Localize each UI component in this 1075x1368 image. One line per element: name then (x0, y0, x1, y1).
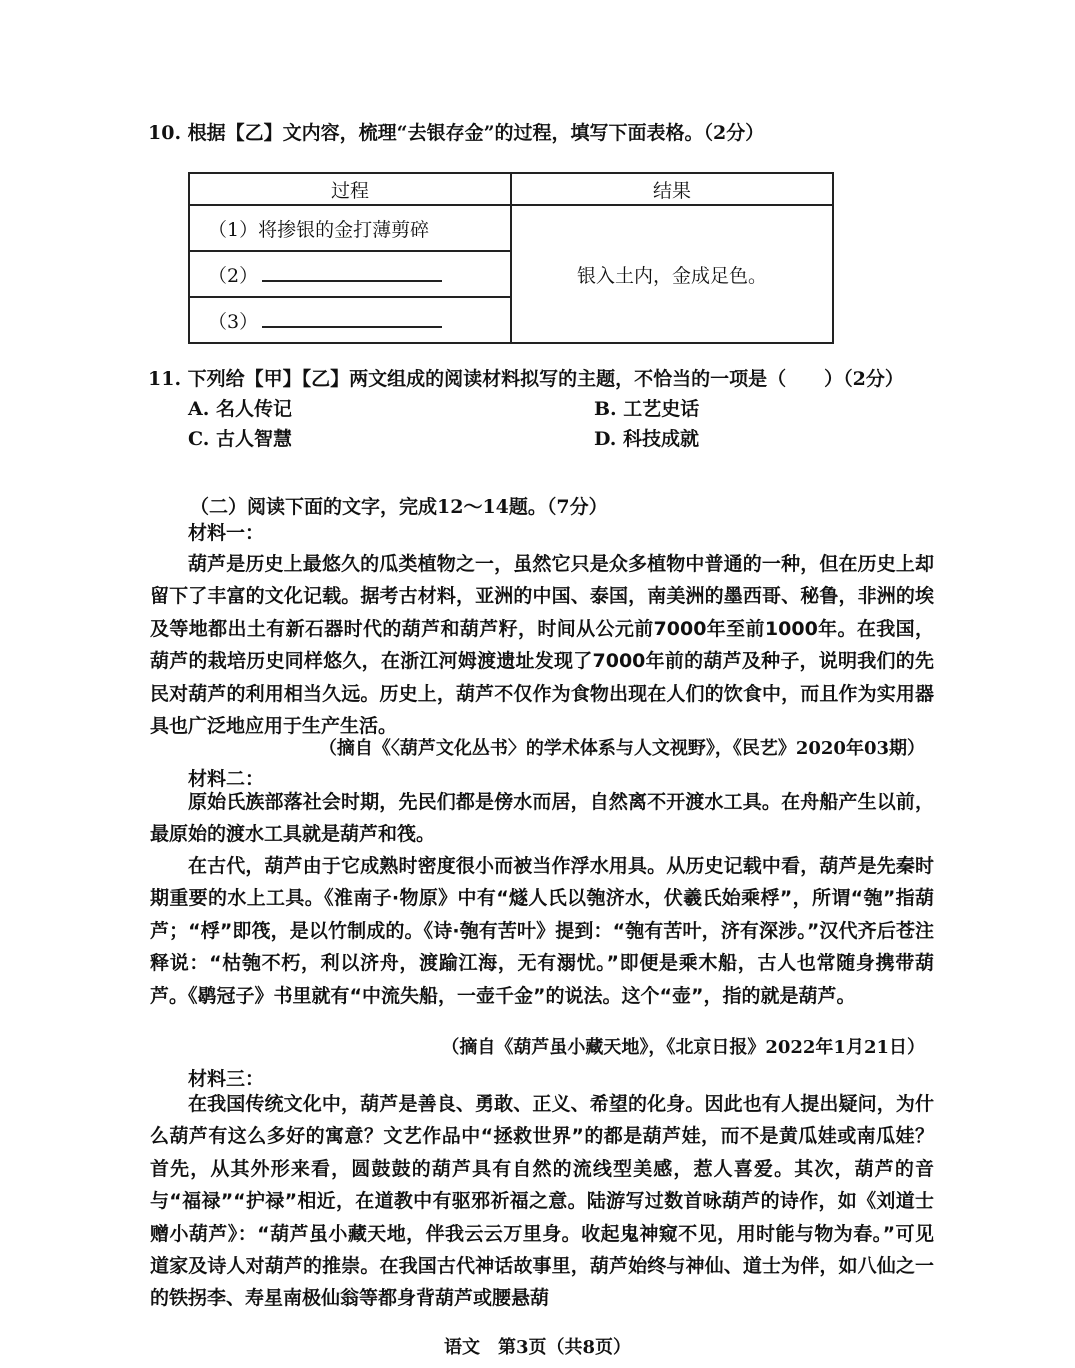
table-header-row (189, 173, 833, 205)
option-b: B. 工艺史话 (594, 398, 700, 420)
material-3-paragraph: 在我国传统文化中，葫芦是善良、勇敢、正义、希望的化身。因此也有人提出疑问，为什么葫芦有这么多好的寓意？文艺作品中“拯救世界”的都是葫芦娃，而不是黄瓜娃或南瓜娃？首先，从其外形来看，圆鼓鼓的葫芦具有自然的流线型美感，惹人喜爱。其次，葫芦的音与“福禄”“护禄”相近，在道教中有驱邪祈福之意。陆游写过数首咏葫芦的诗作，如《刘道士赠小葫芦》：“葫芦虽小藏天地，伴我云云万里身。收起鬼神窥不见，用时能与物为春。”可见道家及诗人对葫芦的推崇。在我国古代神话故事里，葫芦始终与神仙、道士为伴，如八仙之一的铁拐李、寿星南极仙翁等都身背葫芦或腰悬葫 (150, 1093, 934, 1310)
answer-blank-2[interactable] (262, 264, 442, 282)
material-2-label: 材料二： (188, 768, 265, 790)
material-3-label: 材料三： (188, 1068, 265, 1090)
step-3-cell (189, 297, 511, 343)
question-10-stem: 10. 根据【乙】文内容，梳理“去银存金”的过程，填写下面表格。（2分） (148, 122, 765, 144)
step-2: （2） (208, 264, 259, 287)
step-3: （3） (208, 310, 259, 333)
section-2-title: （二）阅读下面的文字，完成12～14题。（7分） (190, 496, 608, 518)
page-footer: 语文 第3页（共8页） (443, 1337, 632, 1358)
material-2-paragraph-2: 在古代，葫芦由于它成熟时密度很小而被当作浮水用具。从历史记载中看，葫芦是先秦时期重要的水上工具。《淮南子·物原》中有“燧人氏以匏济水，伏羲氏始乘桴”，所谓“匏”指葫芦；“桴”即筏，是以竹制成的。《诗·匏有苦叶》提到：“匏有苦叶，济有深涉。”汉代齐后苍注释说：“枯匏不朽，利以济舟，渡踰江海，无有溺忧。”即便是乘木船，古人也常随身携带葫芦。《鹖冠子》书里就有“中流失船，一壶千金”的说法。这个“壶”，指的就是葫芦。 (150, 855, 934, 1007)
material-1-paragraph: 葫芦是历史上最悠久的瓜类植物之一，虽然它只是众多植物中普通的一种，但在历史上却留下了丰富的文化记载。据考古材料，亚洲的中国、泰国，南美洲的墨西哥、秘鲁，非洲的埃及等地都出土有新石器时代的葫芦和葫芦籽，时间从公元前7000年至前1000年。在我国，葫芦的栽培历史同样悠久，在浙江河姆渡遗址发现了7000年前的葫芦及种子，说明我们的先民对葫芦的利用相当久远。历史上，葫芦不仅作为食物出现在人们的饮食中，而且作为实用器具也广泛地应用于生产生活。 (150, 553, 934, 738)
process-table (188, 172, 834, 344)
result-cell: 银入土内，金成足色。 (511, 205, 833, 343)
question-11-stem: 11. 下列给【甲】【乙】两文组成的阅读材料拟写的主题，不恰当的一项是（ ）（2分） (148, 368, 904, 390)
option-d: D. 科技成就 (594, 428, 700, 450)
table-row (189, 205, 833, 251)
step-1: （1）将掺银的金打薄剪碎 (189, 205, 511, 251)
option-a: A. 名人传记 (188, 398, 292, 420)
material-1-label: 材料一： (188, 522, 265, 544)
material-2-source: （摘自《葫芦虽小藏天地》，《北京日报》2022年1月21日） (441, 1037, 925, 1058)
step-2-cell (189, 251, 511, 297)
header-process: 过程 (189, 173, 511, 205)
answer-blank-3[interactable] (262, 310, 442, 328)
material-2-paragraph-1: 原始氏族部落社会时期，先民们都是傍水而居，自然离不开渡水工具。在舟船产生以前，最原始的渡水工具就是葫芦和筏。 (150, 791, 934, 846)
material-1-source: （摘自《〈葫芦文化丛书〉的学术体系与人文视野》，《民艺》2020年03期） (318, 738, 925, 759)
option-c: C. 古人智慧 (188, 428, 293, 450)
header-result: 结果 (511, 173, 833, 205)
